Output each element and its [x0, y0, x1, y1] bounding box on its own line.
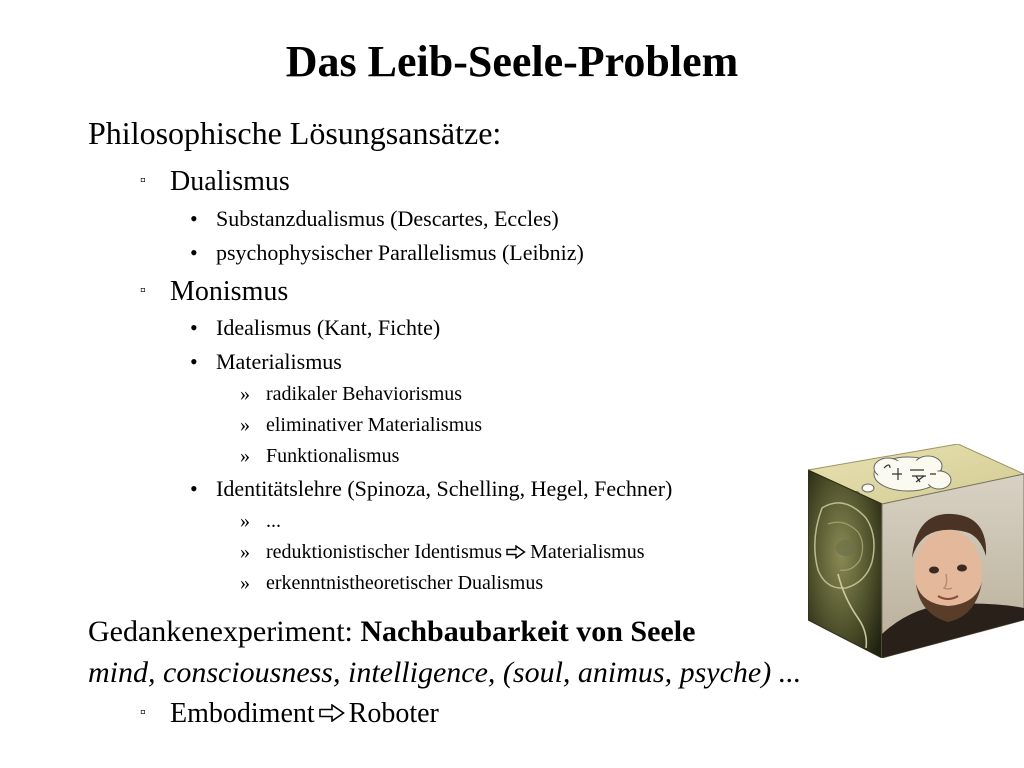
list-item-identismus	[240, 539, 645, 565]
list-item-eliminativer-materialismus	[240, 412, 482, 438]
substanzdualismus-label: Substanzdualismus (Descartes, Eccles)	[216, 206, 559, 231]
heading-loesungsansaetze: Philosophische Lösungsansätze:	[88, 115, 502, 151]
eliminativer-materialismus-label: eliminativer Materialismus	[266, 414, 483, 436]
guillemet-bullet-icon: »	[240, 414, 250, 436]
hollow-arrow-right-icon	[319, 704, 345, 722]
mind-consciousness-line: mind, consciousness, intelligence, (soul, animus, psyche) ...	[88, 656, 802, 689]
guillemet-bullet-icon: »	[240, 572, 250, 594]
materialismus-label: Materialismus	[216, 349, 342, 374]
guillemet-bullet-icon: »	[240, 541, 250, 563]
guillemet-bullet-icon: »	[240, 383, 250, 405]
thought-bubble-cube-image	[808, 444, 1024, 658]
ellipsis-label: ...	[266, 510, 281, 532]
gedankenexperiment-line	[88, 613, 695, 651]
dualismus-label: Dualismus	[170, 166, 290, 197]
list-item-materialismus	[190, 348, 342, 376]
identitaetslehre-label: Identitätslehre (Spinoza, Schelling, Hegel, Fechner)	[216, 476, 673, 501]
list-item-embodiment	[140, 696, 439, 731]
embodiment-label: Embodiment	[170, 698, 315, 729]
list-item-behaviorismus	[240, 381, 462, 407]
round-bullet-icon: •	[190, 206, 198, 231]
list-item-identitaetslehre	[190, 475, 672, 503]
identismus-target-label: Materialismus	[530, 541, 645, 563]
gedankenexperiment-prefix: Gedankenexperiment:	[88, 615, 361, 648]
erkenntnistheoretischer-dualismus-label: erkenntnistheoretischer Dualismus	[266, 572, 544, 594]
identismus-label: reduktionistischer Identismus	[266, 541, 503, 563]
hollow-arrow-right-icon	[506, 545, 526, 559]
parallelismus-label: psychophysischer Parallelismus (Leibniz)	[216, 240, 584, 265]
monismus-label: Monismus	[170, 276, 289, 307]
round-bullet-icon: •	[190, 315, 198, 340]
list-item-idealismus	[190, 314, 440, 342]
list-item-substanzdualismus	[190, 205, 559, 233]
round-bullet-icon: •	[190, 349, 198, 374]
list-item-dualismus	[140, 164, 290, 199]
gedankenexperiment-bold: Nachbaubarkeit von Seele	[360, 615, 696, 648]
behaviorismus-label: radikaler Behaviorismus	[266, 383, 463, 405]
guillemet-bullet-icon: »	[240, 510, 250, 532]
roboter-label: Roboter	[348, 698, 439, 729]
square-bullet-icon: ▫	[140, 172, 146, 189]
list-item-ellipsis	[240, 508, 281, 534]
idealismus-label: Idealismus (Kant, Fichte)	[216, 315, 441, 340]
round-bullet-icon: •	[190, 476, 198, 501]
square-bullet-icon: ▫	[140, 704, 146, 721]
slide-title: Das Leib-Seele-Problem	[285, 37, 739, 86]
square-bullet-icon: ▫	[140, 282, 146, 299]
list-item-erkenntnistheoretischer-dualismus	[240, 570, 543, 596]
list-item-parallelismus	[190, 239, 584, 267]
list-item-monismus	[140, 274, 288, 309]
funktionalismus-label: Funktionalismus	[266, 445, 400, 467]
list-item-funktionalismus	[240, 443, 399, 469]
round-bullet-icon: •	[190, 240, 198, 265]
guillemet-bullet-icon: »	[240, 445, 250, 467]
